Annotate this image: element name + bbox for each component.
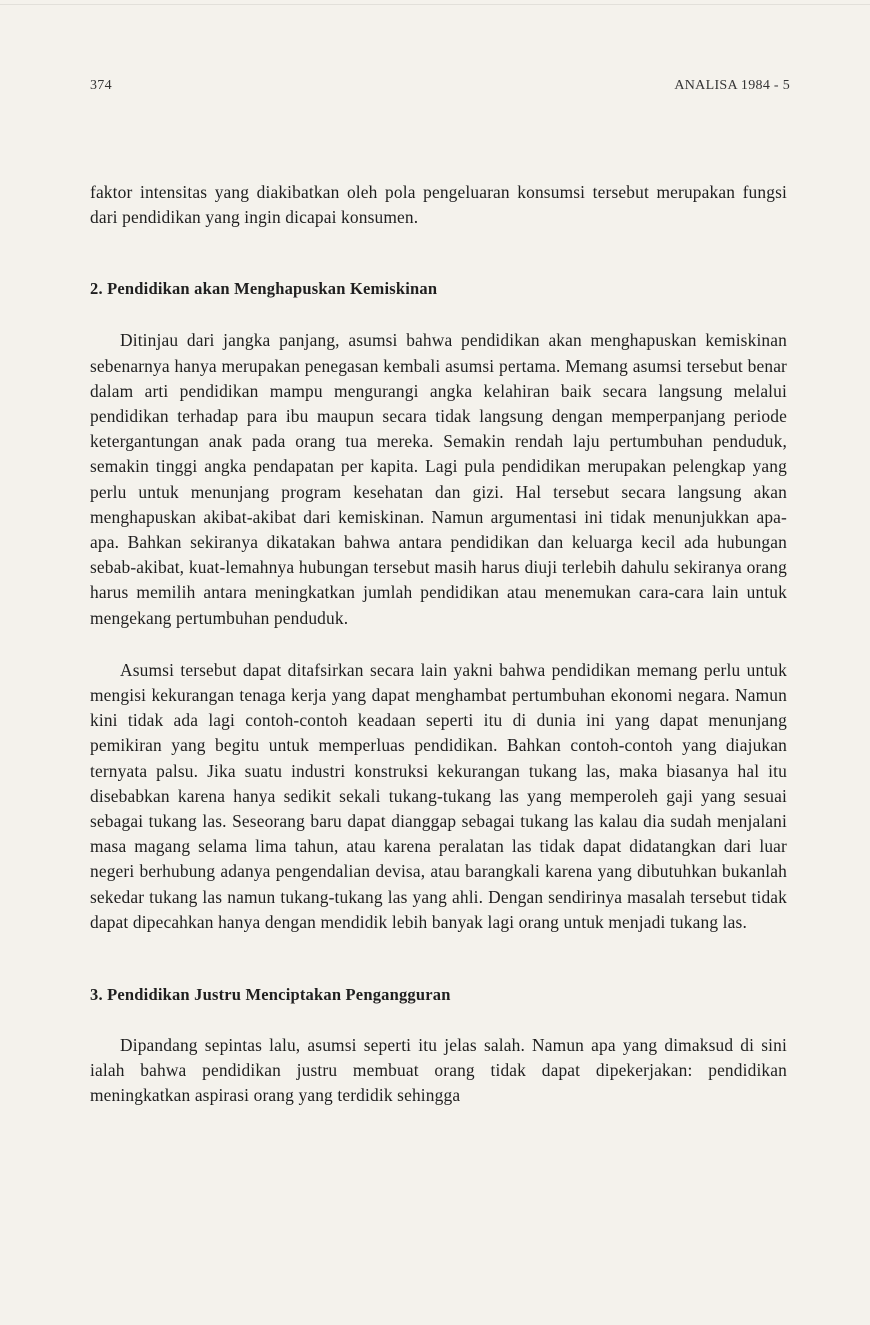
section-3-paragraph-1: Dipandang sepintas lalu, asumsi seperti itu jelas salah. Namun apa yang dimaksud di sini ialah bahwa pendidikan justru membuat orang tidak dapat dipekerjakan: pendidikan meningkatkan aspirasi orang yang terdidik sehingga (90, 1035, 787, 1106)
section-2-paragraph-1: Ditinjau dari jangka panjang, asumsi bahwa pendidikan akan menghapuskan kemiskinan sebenarnya hanya merupakan penegasan kembali asumsi pertama. Memang asumsi tersebut benar dalam arti pendidikan mampu mengurangi angka kelahiran baik secara langsung melalui pendidikan terhadap para ibu maupun secara tidak langsung dengan memperpanjang periode ketergantungan anak pada orang tua mereka. Semakin rendah laju pertumbuhan penduduk, semakin tinggi angka pendapatan per kapita. Lagi pula pendidikan merupakan pelengkap yang perlu untuk menunjang program kesehatan dan gizi. Hal tersebut secara langsung akan menghapuskan akibat-akibat dari kemiskinan. Namun argumentasi ini tidak menunjukkan apa-apa. Bahkan sekiranya dikatakan bahwa antara pendidikan dan keluarga kecil ada hubungan sebab-akibat, kuat-lemahnya hubungan tersebut masih harus diuji terlebih dahulu sekiranya orang harus memilih antara meningkatkan jumlah pendidikan atau menemukan cara-cara lain untuk mengekang pertumbuhan penduduk. (90, 330, 787, 628)
article-body (90, 180, 787, 1109)
section-2-heading: 2. Pendidikan akan Menghapuskan Kemiskinan (90, 279, 438, 299)
journal-issue-label: ANALISA 1984 - 5 (674, 78, 790, 93)
scan-top-edge (0, 4, 870, 5)
running-header (90, 78, 790, 98)
section-3-heading: 3. Pendidikan Justru Menciptakan Pengangguran (90, 985, 451, 1005)
section-2-paragraph-2: Asumsi tersebut dapat ditafsirkan secara lain yakni bahwa pendidikan memang perlu untuk mengisi kekurangan tenaga kerja yang dapat menghambat pertumbuhan ekonomi negara. Namun kini tidak ada lagi contoh-contoh keadaan seperti itu di dunia ini yang dapat menunjang pemikiran yang begitu untuk memperluas pendidikan. Bahkan contoh-contoh yang diajukan ternyata palsu. Jika suatu industri konstruksi kekurangan tukang las, maka biasanya hal itu disebabkan karena hanya sedikit sekali tukang-tukang las yang memperoleh gaji yang sesuai sebagai tukang las. Seseorang baru dapat dianggap sebagai tukang las kalau dia sudah menjalani masa magang selama lima tahun, atau karena peralatan las tidak dapat didatangkan dari luar negeri berhubung adanya pengendalian devisa, atau barangkali karena yang dibutuhkan bukanlah sekedar tukang las namun tukang-tukang las yang ahli. Dengan sendirinya masalah tersebut tidak dapat dipecahkan hanya dengan mendidik lebih banyak lagi orang untuk menjadi tukang las. (90, 659, 787, 932)
page-number: 374 (90, 78, 112, 93)
intro-paragraph: faktor intensitas yang diakibatkan oleh pola pengeluaran konsumsi tersebut merupakan fungsi dari pendidikan yang ingin dicapai konsumen. (90, 182, 787, 228)
